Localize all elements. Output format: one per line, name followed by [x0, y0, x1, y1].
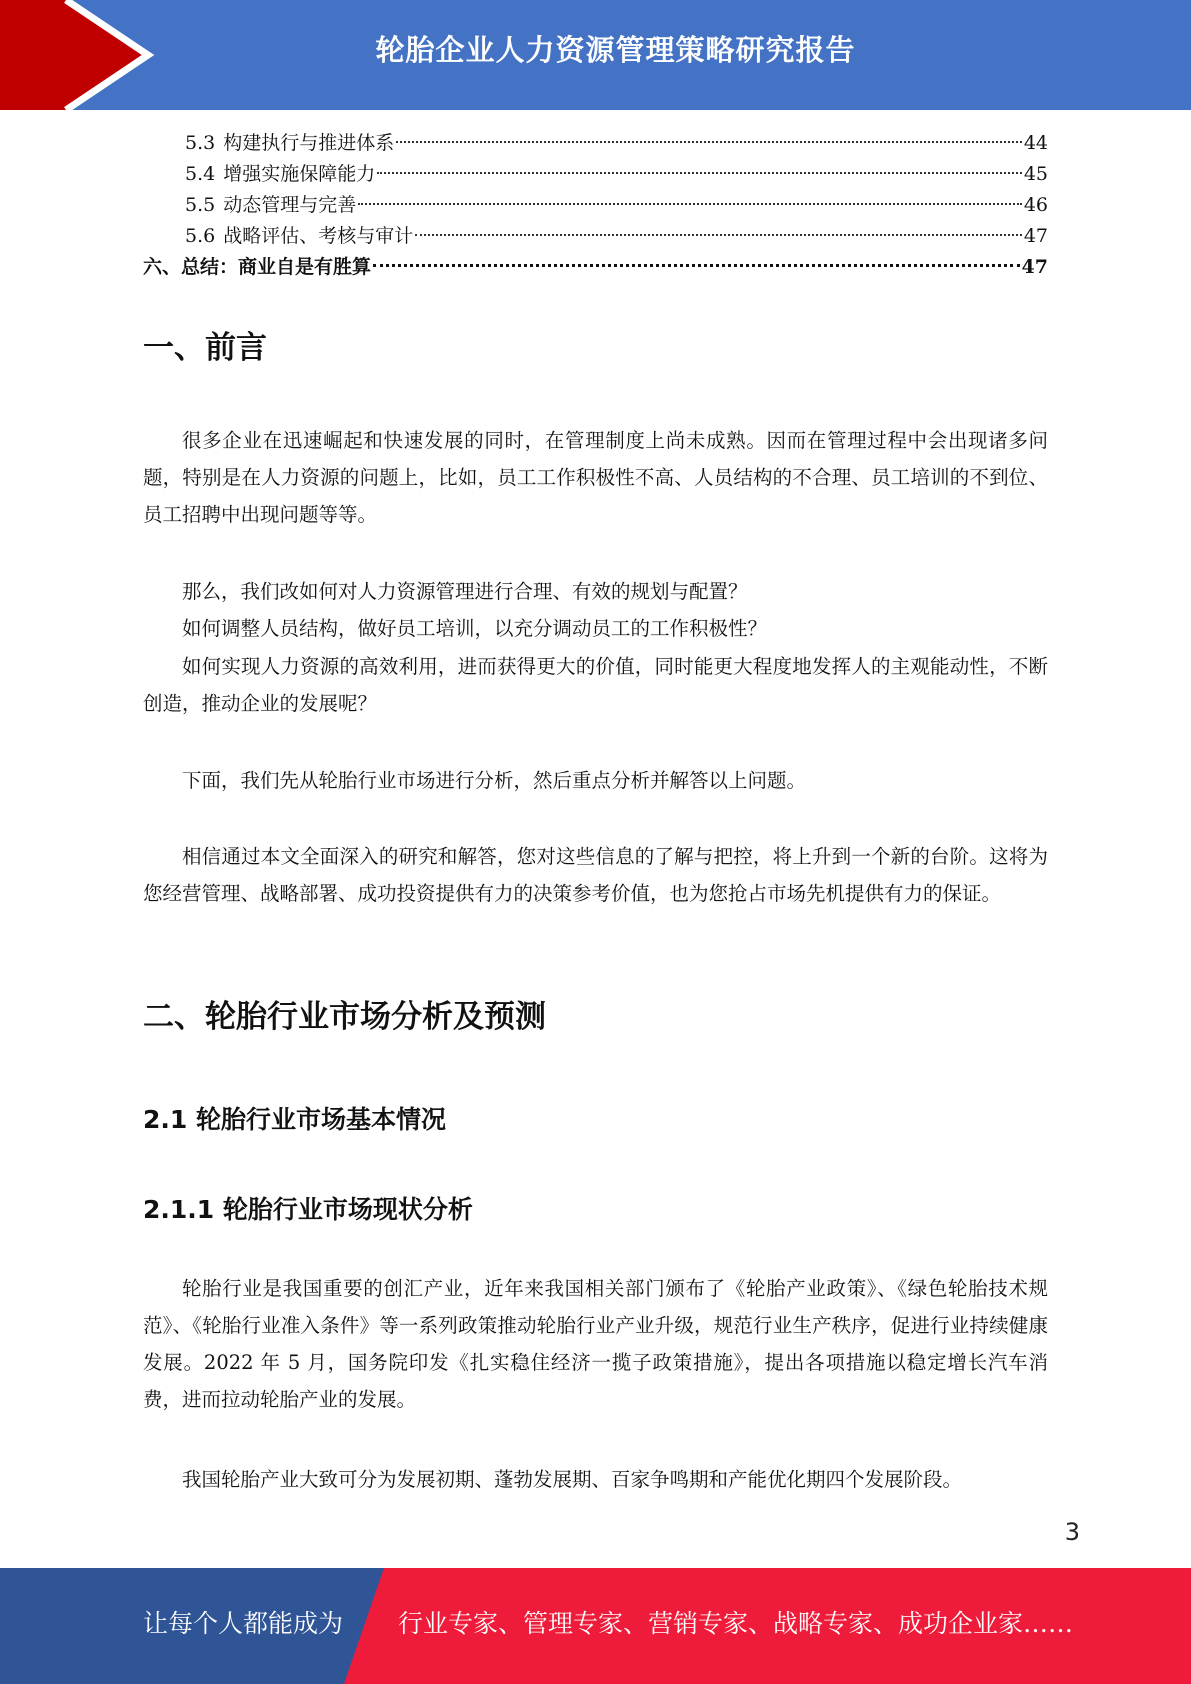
toc-leader — [396, 141, 1022, 143]
toc-item-number: 5.5 — [185, 194, 216, 216]
toc-item-page: 46 — [1023, 194, 1048, 216]
toc-leader — [358, 203, 1022, 205]
toc-item-number: 5.3 — [185, 132, 216, 154]
paragraph: 下面，我们先从轮胎行业市场进行分析，然后重点分析并解答以上问题。 — [182, 769, 807, 792]
section-heading-preface: 一、前言 — [143, 330, 267, 366]
toc-item[interactable] — [143, 221, 1048, 252]
footer-slogan-right: 行业专家、管理专家、营销专家、战略专家、成功企业家…… — [398, 1609, 1074, 1638]
section-heading-market-analysis: 二、轮胎行业市场分析及预测 — [143, 999, 546, 1035]
paragraph: 如何调整人员结构，做好员工培训，以充分调动员工的工作积极性？ — [182, 617, 768, 640]
toc-item-label: 动态管理与完善 — [223, 194, 357, 216]
paragraph: 如何实现人力资源的高效利用，进而获得更大的价值，同时能更大程度地发挥人的主观能动性，不断创造，推动企业的发展呢？ — [143, 655, 1048, 715]
toc-leader — [377, 172, 1022, 174]
toc-item-label: 六、总结：商业自是有胜算 — [143, 256, 372, 278]
toc-item[interactable] — [143, 128, 1048, 159]
header-title: 轮胎企业人力资源管理策略研究报告 — [375, 33, 856, 67]
toc-item-page: 47 — [1023, 225, 1048, 247]
toc-item-page: 45 — [1023, 163, 1048, 185]
toc-item-page: 44 — [1023, 132, 1048, 154]
subsubsection-heading: 2.1.1 轮胎行业市场现状分析 — [143, 1195, 473, 1224]
paragraph: 相信通过本文全面深入的研究和解答，您对这些信息的了解与把控，将上升到一个新的台阶。这将为您经营管理、战略部署、成功投资提供有力的决策参考价值，也为您抢占市场先机提供有力的保证。 — [143, 845, 1048, 905]
toc-item[interactable] — [143, 159, 1048, 190]
toc-item-chapter[interactable] — [143, 252, 1048, 283]
paragraph: 很多企业在迅速崛起和快速发展的同时，在管理制度上尚未成熟。因而在管理过程中会出现诸多问题，特别是在人力资源的问题上，比如，员工工作积极性不高、人员结构的不合理、员工培训的不到位、员工招聘中出现问题等等。 — [143, 429, 1048, 526]
toc-leader — [415, 234, 1022, 236]
paragraph: 轮胎行业是我国重要的创汇产业，近年来我国相关部门颁布了《轮胎产业政策》、《绿色轮胎技术规范》、《轮胎行业准入条件》等一系列政策推动轮胎行业产业升级，规范行业生产秩序，促进行业持续健康发展。2022 年 5 月，国务院印发《扎实稳住经济一揽子政策措施》，提出各项措施以稳定增长汽车消费，进而拉动轮胎产业的发展。 — [143, 1277, 1048, 1411]
page-content — [143, 128, 1048, 283]
toc-item-number: 5.6 — [185, 225, 216, 247]
paragraph: 那么，我们改如何对人力资源管理进行合理、有效的规划与配置？ — [182, 580, 748, 603]
toc-item-label: 构建执行与推进体系 — [223, 132, 395, 154]
footer-slogan-left: 让每个人都能成为 — [143, 1609, 344, 1638]
toc-list — [143, 128, 1048, 283]
toc-leader — [373, 264, 1020, 267]
toc-item[interactable] — [143, 190, 1048, 221]
page-number: 3 — [1064, 1518, 1080, 1546]
paragraph: 我国轮胎产业大致可分为发展初期、蓬勃发展期、百家争鸣期和产能优化期四个发展阶段。 — [182, 1468, 963, 1491]
toc-item-number: 5.4 — [185, 163, 216, 185]
page-header — [0, 0, 1191, 110]
subsection-heading: 2.1 轮胎行业市场基本情况 — [143, 1105, 446, 1134]
toc-item-label: 增强实施保障能力 — [223, 163, 376, 185]
page-footer — [0, 1568, 1191, 1684]
toc-item-label: 战略评估、考核与审计 — [223, 225, 414, 247]
toc-item-page: 47 — [1021, 256, 1048, 278]
